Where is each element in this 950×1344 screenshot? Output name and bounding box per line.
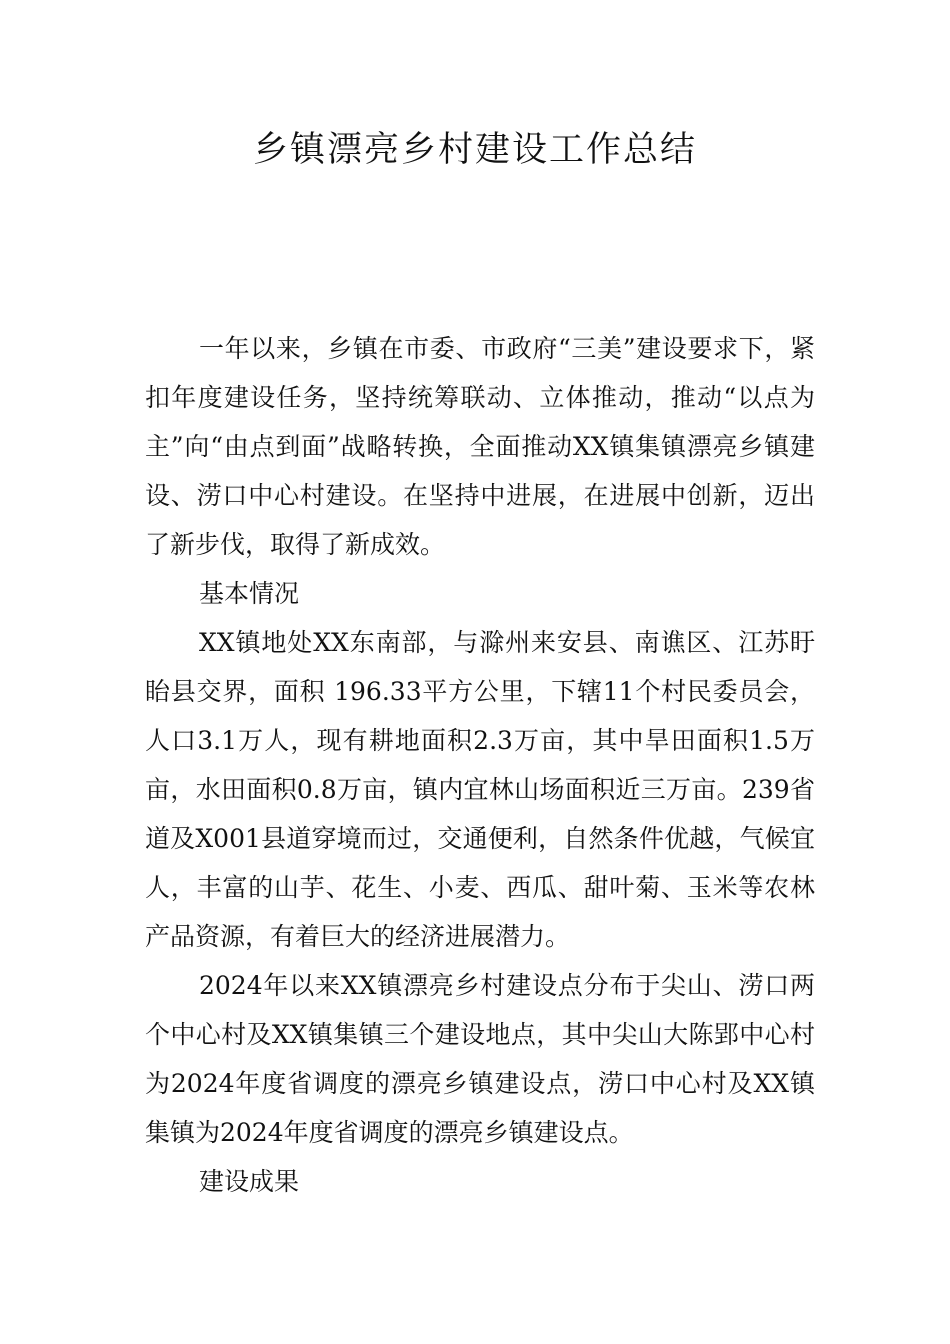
section-heading-basic-situation: 基本情况 <box>199 579 300 608</box>
paragraph-intro: 一年以来，乡镇在市委、市政府“三美”建设要求下，紧扣年度建设任务，坚持统筹联动、立体推动，推动“以点为主”向“由点到面”战略转换，全面推动XX镇集镇漂亮乡镇建设、涝口中心村建设。在坚持中进展，在进展中创新，迈出了新步伐，取得了新成效。 <box>145 334 815 559</box>
paragraph-construction-sites: 2024年以来XX镇漂亮乡村建设点分布于尖山、涝口两个中心村及XX镇集镇三个建设地点，其中尖山大陈郢中心村为2024年度省调度的漂亮乡镇建设点，涝口中心村及XX镇集镇为2024年度省调度的漂亮乡镇建设点。 <box>145 971 815 1147</box>
section-heading-construction-results: 建设成果 <box>199 1167 300 1196</box>
document-body <box>145 324 815 1206</box>
paragraph-basic-situation: XX镇地处XX东南部，与滁州来安县、南谯区、江苏盱眙县交界，面积 196.33平方公里，下辖11个村民委员会，人口3.1万人，现有耕地面积2.3万亩，其中旱田面积1.5万亩，水田面积0.8万亩，镇内宜林山场面积近三万亩。239省道及X001县道穿境而过，交通便利，自然条件优越，气候宜人，丰富的山芋、花生、小麦、西瓜、甜叶菊、玉米等农林产品资源，有着巨大的经济进展潜力。 <box>145 628 815 951</box>
document-title: 乡镇漂亮乡村建设工作总结 <box>252 130 697 170</box>
